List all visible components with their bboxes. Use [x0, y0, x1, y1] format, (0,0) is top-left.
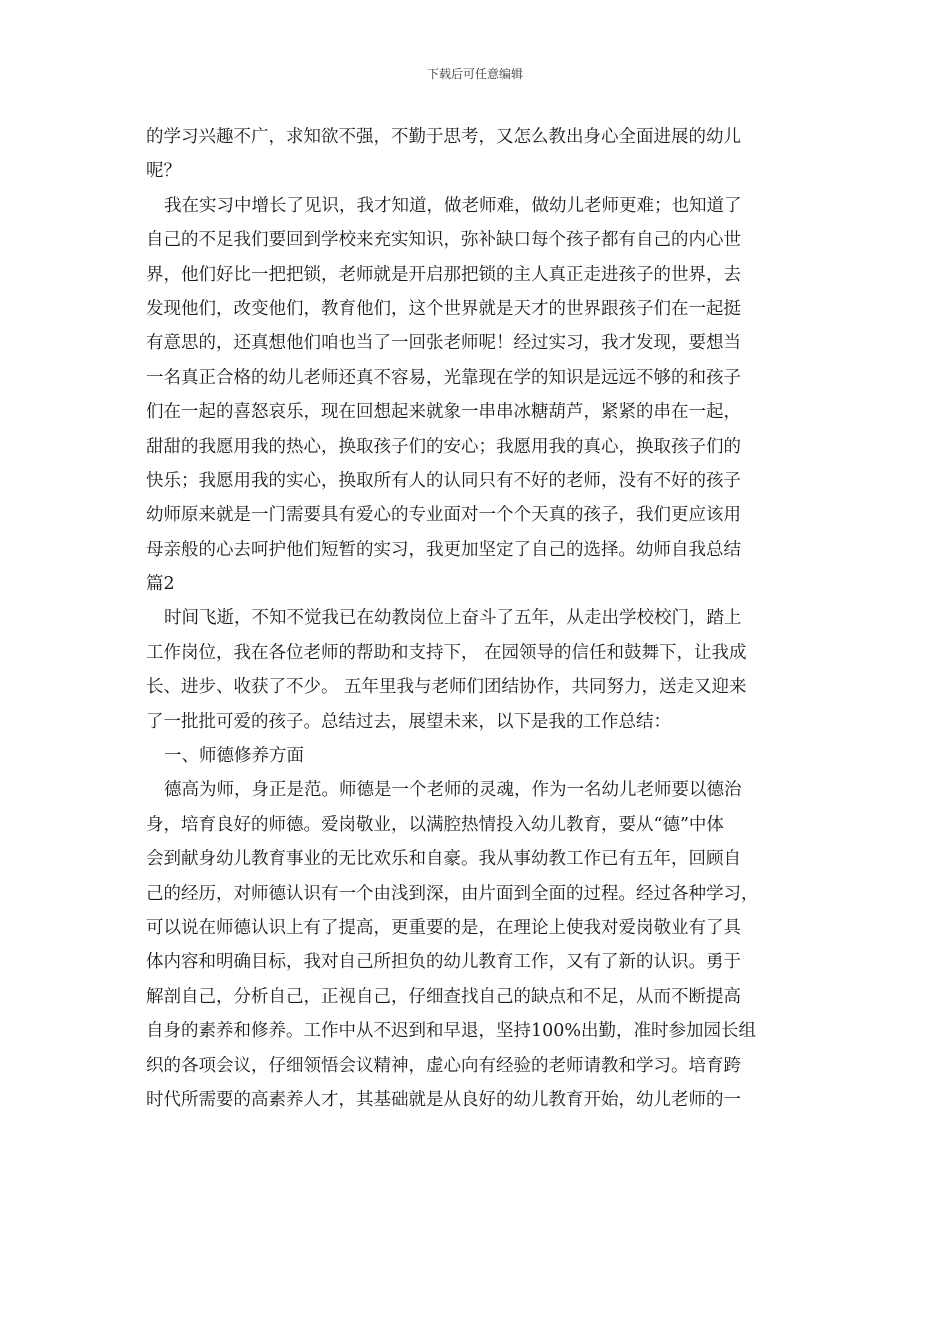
text-line: 解剖自己，分析自己，正视自己，仔细查找自己的缺点和不足，从而不断提高	[146, 986, 741, 1007]
text-line: 德高为师，身正是范。师德是一个老师的灵魂，作为一名幼儿老师要以德治	[164, 780, 742, 801]
text-line: 工作岗位，我在各位老师的帮助和支持下， 在园领导的信任和鼓舞下，让我成	[146, 642, 747, 663]
text-line: 界，他们好比一把把锁，老师就是开启那把锁的主人真正走进孩子的世界，去	[146, 264, 741, 285]
text-line: 们在一起的喜怒哀乐，现在回想起来就象一串串冰糖葫芦，紧紧的串在一起，	[146, 402, 741, 423]
text-line: 幼师原来就是一门需要具有爱心的专业面对一个个天真的孩子，我们更应该用	[146, 505, 741, 526]
text-line: 长、进步、收获了不少。 五年里我与老师们团结协作，共同努力，送走又迎来	[146, 677, 747, 698]
text-line: 快乐；我愿用我的实心，换取所有人的认同只有不好的老师，没有不好的孩子	[146, 470, 741, 491]
text-line: 了一批批可爱的孩子。总结过去，展望未来，以下是我的工作总结：	[146, 711, 671, 732]
text-line: 时间飞逝，不知不觉我已在幼教岗位上奋斗了五年，从走出学校校门，踏上	[164, 608, 742, 629]
text-line: 呢？	[146, 161, 181, 182]
text-line: 发现他们，改变他们，教育他们，这个世界就是天才的世界跟孩子们在一起挺	[146, 298, 741, 319]
text-line: 体内容和明确目标，我对自己所担负的幼儿教育工作，又有了新的认识。勇于	[146, 952, 741, 973]
text-line: 一名真正合格的幼儿老师还真不容易，光靠现在学的知识是远远不够的和孩子	[146, 367, 741, 388]
text-line: 会到献身幼儿教育事业的无比欢乐和自豪。我从事幼教工作已有五年，回顾自	[146, 849, 741, 870]
text-line: 自己的不足我们要回到学校来充实知识，弥补缺口每个孩子都有自己的内心世	[146, 230, 741, 251]
text-line: 有意思的，还真想他们咱也当了一回张老师呢！经过实习，我才发现，要想当	[146, 333, 741, 354]
text-line: 我在实习中增长了见识，我才知道，做老师难，做幼儿老师更难；也知道了	[164, 195, 742, 216]
text-line: 一、师德修养方面	[164, 746, 304, 767]
text-line: 的学习兴趣不广，求知欲不强，不勤于思考，又怎么教出身心全面进展的幼儿	[146, 127, 741, 147]
page-header: 下载后可任意编辑	[426, 67, 523, 81]
document-body	[146, 120, 814, 1117]
text-line: 时代所需要的高素养人才，其基础就是从良好的幼儿教育开始，幼儿老师的一	[146, 1089, 741, 1110]
text-line: 可以说在师德认识上有了提高，更重要的是，在理论上使我对爱岗敬业有了具	[146, 917, 741, 938]
text-line: 母亲般的心去呵护他们短暂的实习，我更加坚定了自己的选择。幼师自我总结	[146, 539, 741, 560]
text-line: 织的各项会议，仔细领悟会议精神，虚心向有经验的老师请教和学习。培育跨	[146, 1055, 741, 1076]
text-line: 己的经历，对师德认识有一个由浅到深，由片面到全面的过程。经过各种学习，	[146, 883, 759, 904]
text-line: 篇2	[146, 574, 175, 595]
text-line: 甜甜的我愿用我的热心，换取孩子们的安心；我愿用我的真心，换取孩子们的	[146, 436, 741, 457]
text-line: 身，培育良好的师德。爱岗敬业，以满腔热情投入幼儿教育，要从“德”中体	[146, 814, 724, 835]
text-line: 自身的素养和修养。工作中从不迟到和早退，坚持100%出勤，准时参加园长组	[146, 1021, 757, 1042]
